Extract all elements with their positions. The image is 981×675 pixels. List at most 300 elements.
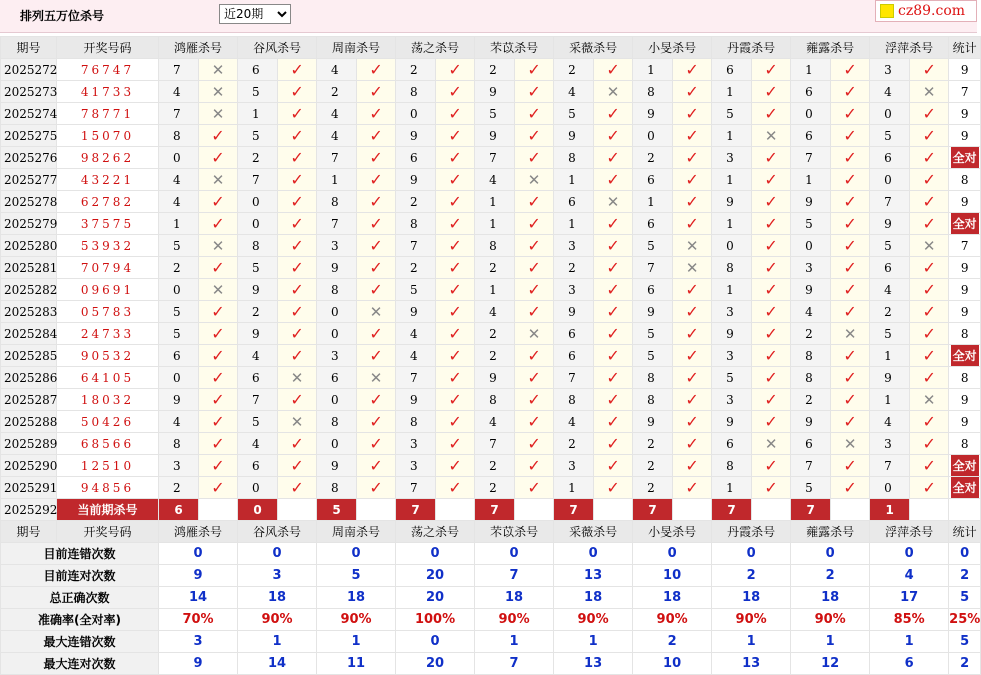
kill-number: 4 xyxy=(396,323,436,345)
result-mark xyxy=(594,213,633,235)
result-mark xyxy=(594,147,633,169)
issue-cell: 2025280 xyxy=(1,235,57,257)
check-icon: ✓ xyxy=(606,60,620,79)
check-icon: ✓ xyxy=(843,170,857,189)
stat-cell xyxy=(949,235,981,257)
result-mark xyxy=(199,367,238,389)
kill-number: 9 xyxy=(554,125,594,147)
result-mark xyxy=(673,235,712,257)
cross-icon: ✕ xyxy=(211,280,225,299)
result-mark xyxy=(594,235,633,257)
check-icon: ✓ xyxy=(685,324,699,343)
check-icon: ✓ xyxy=(606,280,620,299)
kill-number: 1 xyxy=(870,389,910,411)
stat-value: 7 xyxy=(960,238,969,253)
kill-number: 8 xyxy=(396,411,436,433)
result-mark xyxy=(199,191,238,213)
cross-icon: ✕ xyxy=(764,126,778,145)
kill-number: 0 xyxy=(791,235,831,257)
kill-number: 8 xyxy=(317,477,357,499)
result-mark xyxy=(357,389,396,411)
check-icon: ✓ xyxy=(685,302,699,321)
result-mark xyxy=(752,367,791,389)
check-icon: ✓ xyxy=(764,82,778,101)
kill-number: 9 xyxy=(633,103,673,125)
result-mark xyxy=(673,433,712,455)
current-empty xyxy=(436,499,475,521)
summary-stat: 5 xyxy=(949,631,981,653)
kill-number: 9 xyxy=(475,367,515,389)
check-icon: ✓ xyxy=(764,324,778,343)
check-icon: ✓ xyxy=(922,434,936,453)
kill-number: 0 xyxy=(317,433,357,455)
check-icon: ✓ xyxy=(685,214,699,233)
check-icon: ✓ xyxy=(764,412,778,431)
kill-number: 1 xyxy=(712,169,752,191)
stat-cell xyxy=(949,455,981,477)
check-icon: ✓ xyxy=(369,390,383,409)
check-icon: ✓ xyxy=(606,214,620,233)
result-mark xyxy=(199,279,238,301)
result-mark xyxy=(199,411,238,433)
kill-number: 2 xyxy=(159,257,199,279)
cross-icon: ✕ xyxy=(211,170,225,189)
kill-number: 7 xyxy=(475,147,515,169)
result-mark xyxy=(752,477,791,499)
kill-number: 1 xyxy=(554,477,594,499)
kill-number: 3 xyxy=(554,279,594,301)
check-icon: ✓ xyxy=(606,368,620,387)
check-icon: ✓ xyxy=(290,148,304,167)
cross-icon: ✕ xyxy=(685,258,699,277)
page-title: 排列五万位杀号 xyxy=(20,9,105,23)
summary-value: 18 xyxy=(791,587,870,609)
result-mark xyxy=(673,81,712,103)
table-row xyxy=(1,59,981,81)
summary-value: 11 xyxy=(317,653,396,675)
result-mark xyxy=(831,455,870,477)
result-mark xyxy=(910,191,949,213)
kill-number: 4 xyxy=(475,301,515,323)
result-mark xyxy=(357,81,396,103)
result-mark xyxy=(831,389,870,411)
result-mark xyxy=(199,235,238,257)
result-mark xyxy=(752,147,791,169)
cross-icon: ✕ xyxy=(211,82,225,101)
check-icon: ✓ xyxy=(290,390,304,409)
check-icon: ✓ xyxy=(527,368,541,387)
cross-icon: ✕ xyxy=(922,82,936,101)
check-icon: ✓ xyxy=(843,412,857,431)
kill-number: 4 xyxy=(475,411,515,433)
check-icon: ✓ xyxy=(843,280,857,299)
kill-number: 2 xyxy=(475,323,515,345)
check-icon: ✓ xyxy=(843,126,857,145)
kill-number: 0 xyxy=(238,477,278,499)
result-mark xyxy=(357,235,396,257)
result-mark xyxy=(910,433,949,455)
check-icon: ✓ xyxy=(448,170,462,189)
result-mark xyxy=(199,301,238,323)
kill-number: 7 xyxy=(396,477,436,499)
check-icon: ✓ xyxy=(290,170,304,189)
draw-number: 64105 xyxy=(57,367,159,389)
kill-number: 2 xyxy=(791,389,831,411)
stat-value: 9 xyxy=(960,304,969,319)
check-icon: ✓ xyxy=(290,456,304,475)
current-empty xyxy=(515,499,554,521)
summary-value: 90% xyxy=(317,609,396,631)
kill-number: 0 xyxy=(317,301,357,323)
result-mark xyxy=(594,411,633,433)
result-mark xyxy=(831,169,870,191)
result-mark xyxy=(910,477,949,499)
col-expert: 蕹露杀号 xyxy=(791,37,870,59)
kill-number: 5 xyxy=(238,257,278,279)
summary-value: 0 xyxy=(159,543,238,565)
check-icon: ✓ xyxy=(369,170,383,189)
stat-value: 全对 xyxy=(951,213,979,234)
result-mark xyxy=(752,389,791,411)
kill-number: 8 xyxy=(317,191,357,213)
table-row xyxy=(1,477,981,499)
stat-cell xyxy=(949,477,981,499)
kill-number: 8 xyxy=(791,345,831,367)
draw-number: 15070 xyxy=(57,125,159,147)
result-mark xyxy=(515,125,554,147)
col-expert: 蕹露杀号 xyxy=(791,521,870,543)
check-icon: ✓ xyxy=(843,236,857,255)
kill-number: 6 xyxy=(870,257,910,279)
check-icon: ✓ xyxy=(290,302,304,321)
draw-number: 76747 xyxy=(57,59,159,81)
result-mark xyxy=(673,213,712,235)
kill-number: 9 xyxy=(712,191,752,213)
result-mark xyxy=(357,59,396,81)
check-icon: ✓ xyxy=(606,478,620,497)
check-icon: ✓ xyxy=(369,412,383,431)
result-mark xyxy=(831,147,870,169)
result-mark xyxy=(357,345,396,367)
stat-value: 9 xyxy=(960,282,969,297)
col-expert: 浮萍杀号 xyxy=(870,37,949,59)
stat-value: 全对 xyxy=(951,455,979,476)
result-mark xyxy=(357,257,396,279)
result-mark xyxy=(436,59,475,81)
check-icon: ✓ xyxy=(448,148,462,167)
summary-value: 90% xyxy=(633,609,712,631)
check-icon: ✓ xyxy=(448,390,462,409)
stat-cell xyxy=(949,279,981,301)
check-icon: ✓ xyxy=(606,236,620,255)
summary-value: 9 xyxy=(159,653,238,675)
issue-cell: 2025275 xyxy=(1,125,57,147)
result-mark xyxy=(357,213,396,235)
issue-cell: 2025278 xyxy=(1,191,57,213)
check-icon: ✓ xyxy=(369,456,383,475)
kill-number: 4 xyxy=(396,345,436,367)
check-icon: ✓ xyxy=(211,258,225,277)
kill-number: 9 xyxy=(238,279,278,301)
summary-value: 90% xyxy=(554,609,633,631)
header-row xyxy=(1,521,981,543)
draw-number: 78771 xyxy=(57,103,159,125)
summary-stat: 2 xyxy=(949,565,981,587)
current-empty xyxy=(831,499,870,521)
logo-square-icon xyxy=(880,4,894,18)
result-mark xyxy=(752,59,791,81)
header-row xyxy=(1,37,981,59)
result-mark xyxy=(278,389,317,411)
check-icon: ✓ xyxy=(290,236,304,255)
kill-number: 3 xyxy=(396,433,436,455)
summary-value: 90% xyxy=(475,609,554,631)
current-empty xyxy=(910,499,949,521)
summary-value: 1 xyxy=(554,631,633,653)
result-mark xyxy=(673,147,712,169)
kill-number: 5 xyxy=(238,125,278,147)
current-kill: 5 xyxy=(317,499,357,521)
kill-number: 8 xyxy=(396,81,436,103)
check-icon: ✓ xyxy=(448,456,462,475)
kill-number: 6 xyxy=(791,433,831,455)
col-expert: 鸿雁杀号 xyxy=(159,521,238,543)
check-icon: ✓ xyxy=(764,236,778,255)
check-icon: ✓ xyxy=(764,104,778,123)
kill-number: 3 xyxy=(712,345,752,367)
check-icon: ✓ xyxy=(211,126,225,145)
current-empty xyxy=(594,499,633,521)
kill-number: 4 xyxy=(870,279,910,301)
kill-number: 1 xyxy=(712,477,752,499)
col-expert: 采薇杀号 xyxy=(554,521,633,543)
check-icon: ✓ xyxy=(448,236,462,255)
check-icon: ✓ xyxy=(843,82,857,101)
check-icon: ✓ xyxy=(606,434,620,453)
result-mark xyxy=(436,345,475,367)
current-kill: 1 xyxy=(870,499,910,521)
kill-number: 0 xyxy=(791,103,831,125)
kill-number: 3 xyxy=(554,235,594,257)
result-mark xyxy=(831,433,870,455)
summary-value: 14 xyxy=(238,653,317,675)
check-icon: ✓ xyxy=(527,346,541,365)
stat-cell xyxy=(949,367,981,389)
result-mark xyxy=(357,169,396,191)
table-row xyxy=(1,191,981,213)
kill-number: 6 xyxy=(712,433,752,455)
check-icon: ✓ xyxy=(290,434,304,453)
check-icon: ✓ xyxy=(448,346,462,365)
result-mark xyxy=(673,345,712,367)
cross-icon: ✕ xyxy=(606,82,620,101)
summary-row xyxy=(1,631,981,653)
result-mark xyxy=(436,367,475,389)
kill-number: 8 xyxy=(633,367,673,389)
result-mark xyxy=(910,59,949,81)
summary-value: 2 xyxy=(712,565,791,587)
table-row xyxy=(1,367,981,389)
check-icon: ✓ xyxy=(448,104,462,123)
table-row xyxy=(1,279,981,301)
result-mark xyxy=(199,147,238,169)
kill-number: 9 xyxy=(475,81,515,103)
stat-value: 9 xyxy=(960,260,969,275)
check-icon: ✓ xyxy=(922,368,936,387)
kill-number: 6 xyxy=(791,81,831,103)
summary-label: 最大连对次数 xyxy=(1,653,159,675)
kill-number: 2 xyxy=(633,455,673,477)
check-icon: ✓ xyxy=(685,192,699,211)
cross-icon: ✕ xyxy=(922,390,936,409)
site-logo[interactable] xyxy=(875,0,977,22)
current-issue: 2025292 xyxy=(1,499,57,521)
result-mark xyxy=(910,169,949,191)
result-mark xyxy=(278,279,317,301)
cross-icon: ✕ xyxy=(843,324,857,343)
check-icon: ✓ xyxy=(211,434,225,453)
kill-number: 2 xyxy=(159,477,199,499)
result-mark xyxy=(357,191,396,213)
result-mark xyxy=(357,103,396,125)
kill-number: 3 xyxy=(791,257,831,279)
kill-number: 7 xyxy=(317,213,357,235)
result-mark xyxy=(436,411,475,433)
stat-cell xyxy=(949,147,981,169)
cross-icon: ✕ xyxy=(527,324,541,343)
table-row xyxy=(1,301,981,323)
check-icon: ✓ xyxy=(527,236,541,255)
summary-value: 0 xyxy=(396,543,475,565)
kill-number: 2 xyxy=(475,59,515,81)
kill-number: 6 xyxy=(712,59,752,81)
stat-cell xyxy=(949,59,981,81)
stat-cell xyxy=(949,191,981,213)
result-mark xyxy=(673,125,712,147)
table-row xyxy=(1,411,981,433)
summary-value: 100% xyxy=(396,609,475,631)
stat-value: 8 xyxy=(960,172,969,187)
cross-icon: ✕ xyxy=(211,60,225,79)
check-icon: ✓ xyxy=(922,302,936,321)
kill-number: 2 xyxy=(238,147,278,169)
check-icon: ✓ xyxy=(527,390,541,409)
result-mark xyxy=(594,59,633,81)
check-icon: ✓ xyxy=(527,192,541,211)
summary-stat: 0 xyxy=(949,543,981,565)
summary-value: 90% xyxy=(712,609,791,631)
draw-number: 12510 xyxy=(57,455,159,477)
check-icon: ✓ xyxy=(922,60,936,79)
kill-number: 5 xyxy=(396,279,436,301)
issue-cell: 2025281 xyxy=(1,257,57,279)
kill-number: 3 xyxy=(396,455,436,477)
result-mark xyxy=(673,59,712,81)
result-mark xyxy=(910,455,949,477)
kill-number: 1 xyxy=(554,213,594,235)
result-mark xyxy=(752,279,791,301)
kill-number: 0 xyxy=(159,367,199,389)
kill-number: 0 xyxy=(159,147,199,169)
check-icon: ✓ xyxy=(606,258,620,277)
result-mark xyxy=(594,433,633,455)
kill-number: 4 xyxy=(791,301,831,323)
table-row xyxy=(1,125,981,147)
kill-number: 5 xyxy=(633,235,673,257)
kill-number: 8 xyxy=(554,147,594,169)
kill-number: 1 xyxy=(475,213,515,235)
result-mark xyxy=(673,279,712,301)
check-icon: ✓ xyxy=(685,478,699,497)
check-icon: ✓ xyxy=(527,302,541,321)
result-mark xyxy=(278,345,317,367)
result-mark xyxy=(357,477,396,499)
check-icon: ✓ xyxy=(290,192,304,211)
kill-number: 1 xyxy=(475,191,515,213)
check-icon: ✓ xyxy=(764,258,778,277)
result-mark xyxy=(436,455,475,477)
check-icon: ✓ xyxy=(369,434,383,453)
kill-number: 2 xyxy=(317,81,357,103)
col-expert: 浮萍杀号 xyxy=(870,521,949,543)
check-icon: ✓ xyxy=(606,390,620,409)
check-icon: ✓ xyxy=(922,192,936,211)
table-row xyxy=(1,389,981,411)
check-icon: ✓ xyxy=(527,456,541,475)
kill-number: 9 xyxy=(870,367,910,389)
check-icon: ✓ xyxy=(448,192,462,211)
summary-value: 0 xyxy=(791,543,870,565)
check-icon: ✓ xyxy=(685,390,699,409)
check-icon: ✓ xyxy=(764,170,778,189)
cross-icon: ✕ xyxy=(290,368,304,387)
kill-number: 1 xyxy=(712,279,752,301)
summary-value: 13 xyxy=(712,653,791,675)
result-mark xyxy=(910,257,949,279)
current-kill: 7 xyxy=(633,499,673,521)
result-mark xyxy=(594,279,633,301)
result-mark xyxy=(594,455,633,477)
kill-number: 7 xyxy=(396,367,436,389)
result-mark xyxy=(278,301,317,323)
kill-number: 9 xyxy=(870,213,910,235)
kill-number: 8 xyxy=(791,367,831,389)
current-empty xyxy=(278,499,317,521)
summary-value: 85% xyxy=(870,609,949,631)
check-icon: ✓ xyxy=(843,104,857,123)
table-row xyxy=(1,213,981,235)
period-select[interactable] xyxy=(219,4,291,24)
summary-label: 目前连错次数 xyxy=(1,543,159,565)
check-icon: ✓ xyxy=(527,82,541,101)
result-mark xyxy=(515,169,554,191)
result-mark xyxy=(278,125,317,147)
col-expert: 周南杀号 xyxy=(317,521,396,543)
check-icon: ✓ xyxy=(764,368,778,387)
kill-number: 2 xyxy=(791,323,831,345)
issue-cell: 2025290 xyxy=(1,455,57,477)
check-icon: ✓ xyxy=(527,214,541,233)
cross-icon: ✕ xyxy=(369,368,383,387)
table-row xyxy=(1,345,981,367)
stat-cell xyxy=(949,301,981,323)
result-mark xyxy=(515,81,554,103)
result-mark xyxy=(752,235,791,257)
draw-number: 53932 xyxy=(57,235,159,257)
issue-cell: 2025291 xyxy=(1,477,57,499)
kill-number: 7 xyxy=(791,455,831,477)
check-icon: ✓ xyxy=(922,214,936,233)
